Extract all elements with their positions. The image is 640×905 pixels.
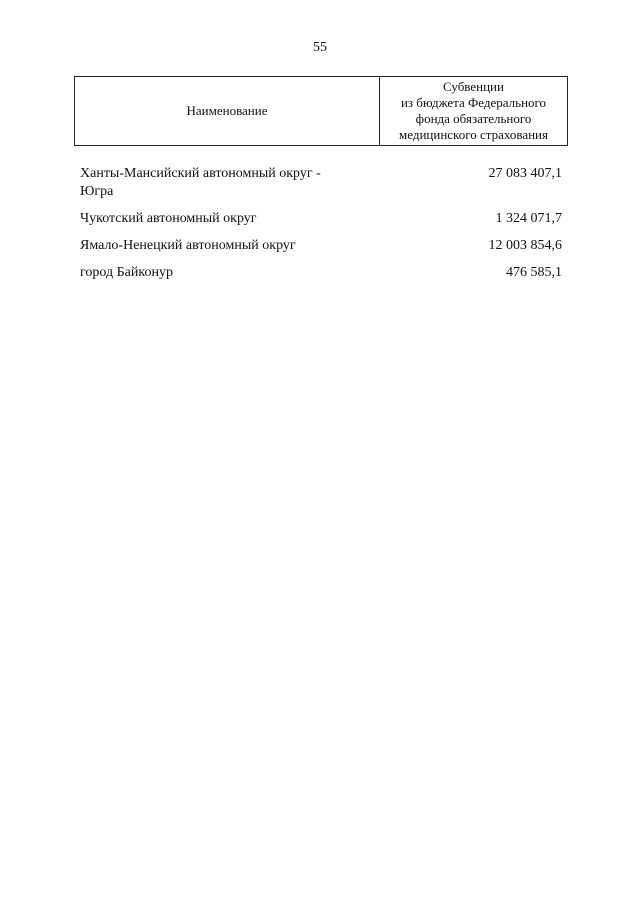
table-row — [80, 210, 562, 228]
row-value: 1 324 071,7 — [495, 211, 562, 226]
table-body — [80, 165, 562, 291]
row-name: Ямало-Ненецкий автономный округ — [80, 238, 296, 253]
table-row — [80, 237, 562, 255]
row-value: 27 083 407,1 — [488, 166, 562, 181]
row-name: город Байконур — [80, 265, 173, 280]
row-value: 476 585,1 — [506, 265, 562, 280]
column-header-subsidy-line: медицинского страхования — [399, 127, 548, 142]
table-row — [80, 264, 562, 282]
row-value: 12 003 854,6 — [488, 238, 562, 253]
table-row — [80, 165, 562, 201]
column-header-name: Наименование — [75, 77, 380, 145]
table-header — [74, 76, 568, 146]
column-header-subsidy — [380, 77, 567, 145]
column-header-subsidy-line: фонда обязательного — [415, 111, 532, 126]
column-header-subsidy-line: из бюджета Федерального — [400, 95, 547, 110]
row-name: Чукотский автономный округ — [80, 211, 257, 226]
row-name: Ханты-Мансийский автономный округ - Югра — [80, 166, 321, 199]
column-header-subsidy-line: Субвенции — [443, 79, 504, 94]
page-number: 55 — [313, 40, 327, 55]
